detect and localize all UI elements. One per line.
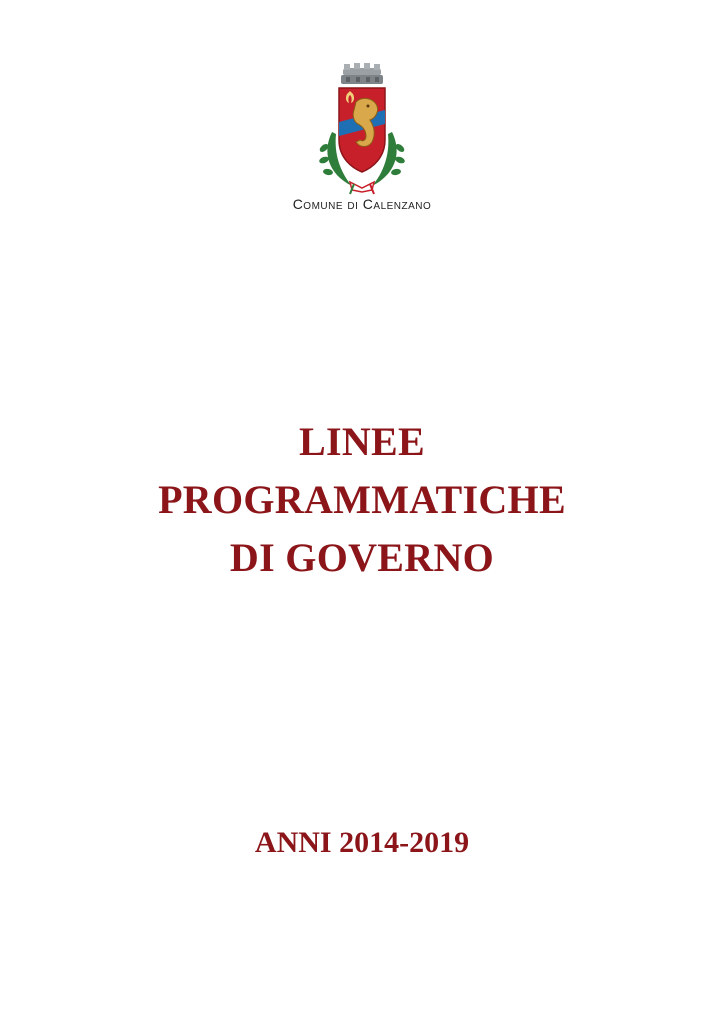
municipality-name: Comune di Calenzano: [292, 196, 432, 212]
title-line-3: DI GOVERNO: [229, 535, 495, 580]
title-line-2: PROGRAMMATICHE: [158, 477, 566, 522]
ribbon-icon: [350, 182, 374, 194]
period-label: ANNI 2014-2019: [254, 826, 470, 859]
title-line-1: LINEE: [299, 419, 425, 464]
crown-icon: [341, 63, 383, 84]
shield-icon: [339, 88, 385, 172]
coat-of-arms-icon: [310, 62, 414, 196]
document-title: [0, 413, 724, 587]
